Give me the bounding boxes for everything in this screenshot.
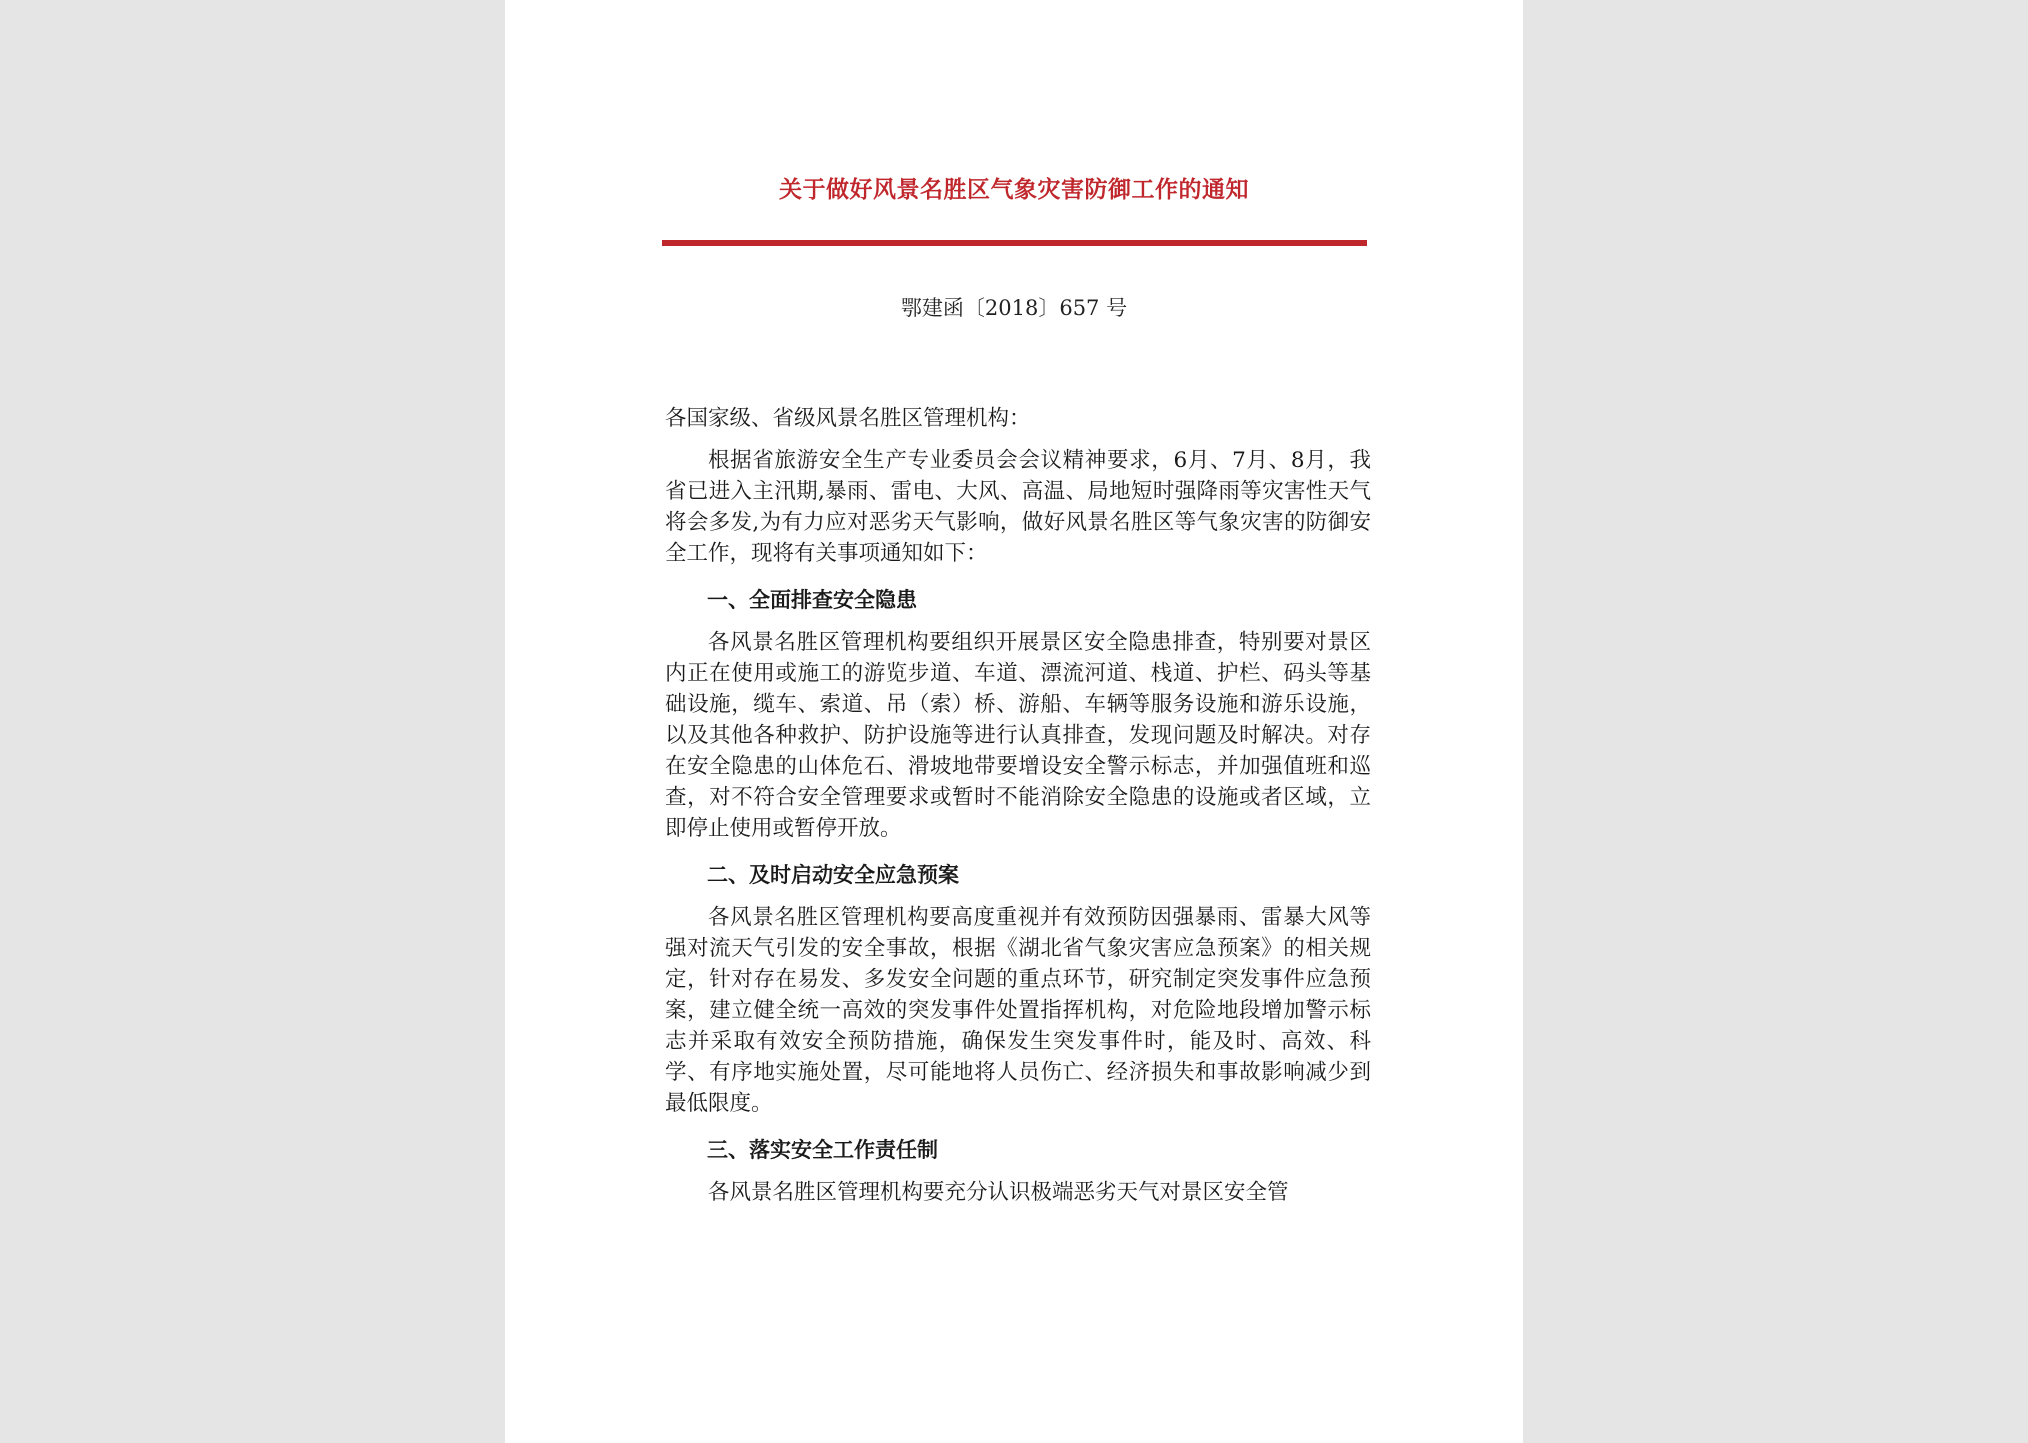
document-page — [505, 0, 1523, 1443]
section-heading-3: 三、落实安全工作责任制 — [707, 1138, 938, 1162]
document-number: 鄂建函〔2018〕657 号 — [900, 296, 1128, 320]
document-title: 关于做好风景名胜区气象灾害防御工作的通知 — [779, 177, 1249, 203]
intro-paragraph: 根据省旅游安全生产专业委员会会议精神要求，6月、7月、8月，我省已进入主汛期,暴雨、雷电、大风、高温、局地短时强降雨等灾害性天气将会多发,为有力应对恶劣天气影响，做好风景名胜区等气象灾害的防御安全工作，现将有关事项通知如下： — [665, 448, 1371, 566]
section-heading-2: 二、及时启动安全应急预案 — [707, 863, 959, 887]
section-heading-1: 一、全面排查安全隐患 — [707, 588, 917, 612]
red-divider-line — [662, 240, 1367, 246]
section-body-1: 各风景名胜区管理机构要组织开展景区安全隐患排查，特别要对景区内正在使用或施工的游览步道、车道、漂流河道、栈道、护栏、码头等基础设施，缆车、索道、吊（索）桥、游船、车辆等服务设施和游乐设施，以及其他各种救护、防护设施等进行认真排查，发现问题及时解决。对存在安全隐患的山体危石、滑坡地带要增设安全警示标志，并加强值班和巡查，对不符合安全管理要求或暂时不能消除安全隐患的设施或者区域，立即停止使用或暂停开放。 — [665, 630, 1371, 841]
section-body-3: 各风景名胜区管理机构要充分认识极端恶劣天气对景区安全管 — [708, 1180, 1289, 1205]
section-body-2: 各风景名胜区管理机构要高度重视并有效预防因强暴雨、雷暴大风等强对流天气引发的安全事故，根据《湖北省气象灾害应急预案》的相关规定，针对存在易发、多发安全问题的重点环节，研究制定突发事件应急预案，建立健全统一高效的突发事件处置指挥机构，对危险地段增加警示标志并采取有效安全预防措施，确保发生突发事件时，能及时、高效、科学、有序地实施处置，尽可能地将人员伤亡、经济损失和事故影响减少到最低限度。 — [665, 905, 1371, 1116]
salutation: 各国家级、省级风景名胜区管理机构： — [665, 406, 1031, 431]
document-body — [665, 403, 1371, 1208]
